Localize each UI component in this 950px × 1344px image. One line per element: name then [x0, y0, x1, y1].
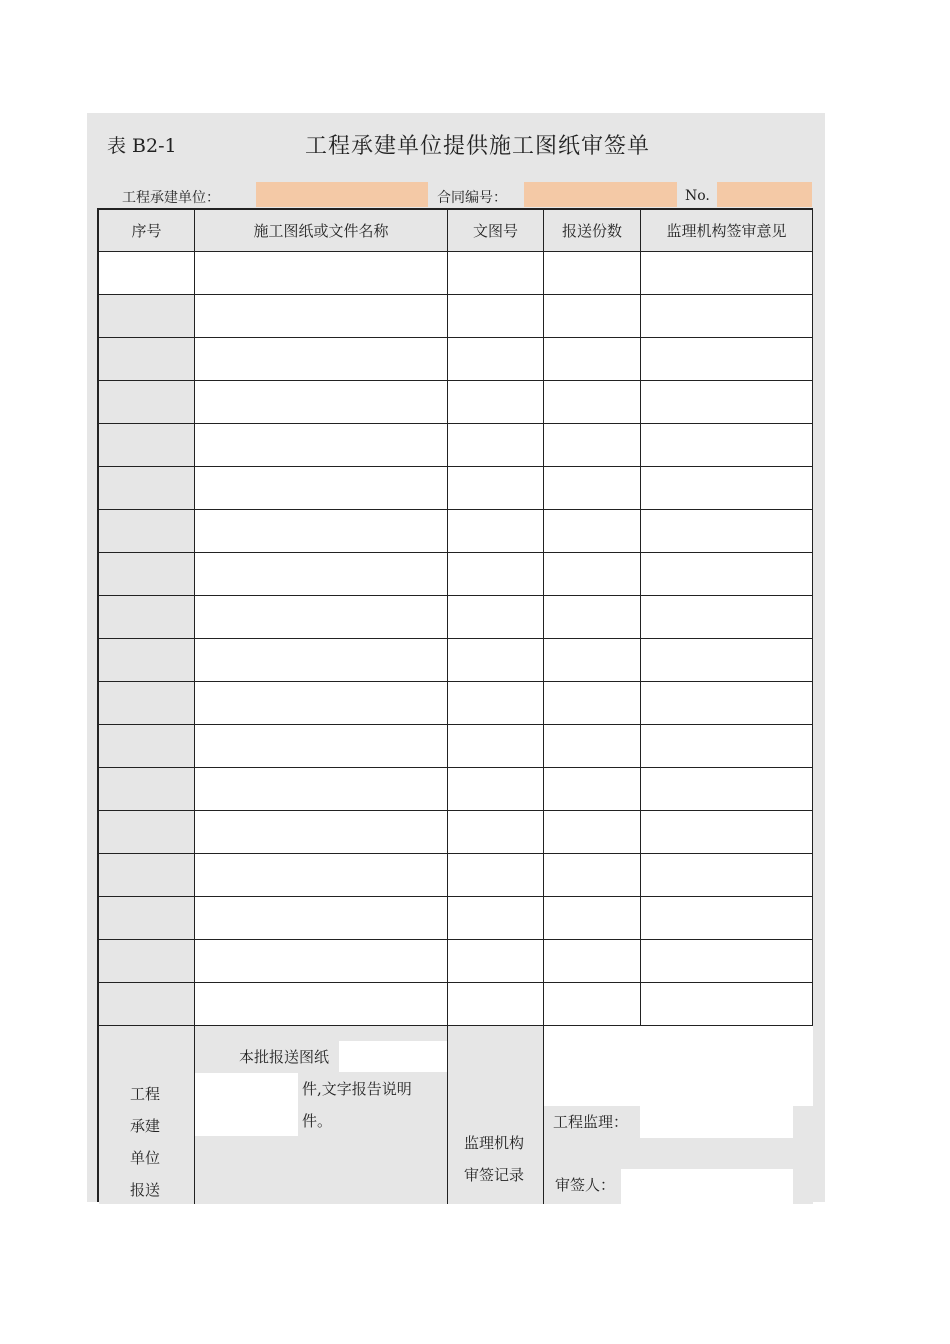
table-row-9-seq-cell[interactable]: [99, 596, 195, 639]
table-row-10-copies-cell[interactable]: [544, 639, 641, 682]
table-row-8-copies-cell[interactable]: [544, 553, 641, 596]
table-row-18-copies-cell[interactable]: [544, 983, 641, 1026]
table-row-14-drawing-no-cell[interactable]: [448, 811, 544, 854]
table-row-3-drawing-no-cell[interactable]: [448, 338, 544, 381]
table-row-10-opinion-cell[interactable]: [641, 639, 813, 682]
table-row-11-opinion-cell[interactable]: [641, 682, 813, 725]
table-row-17-drawing-no-cell[interactable]: [448, 940, 544, 983]
table-row-9-opinion-cell[interactable]: [641, 596, 813, 639]
no-label: No.: [685, 188, 710, 204]
table-row-7-drawing-no-cell[interactable]: [448, 510, 544, 553]
table-row-3-opinion-cell[interactable]: [641, 338, 813, 381]
drawing-count-field[interactable]: [339, 1041, 447, 1072]
table-row-11-name-cell[interactable]: [195, 682, 448, 725]
review-label-cell: [448, 1026, 544, 1204]
table-row-15-name-cell[interactable]: [195, 854, 448, 897]
table-row-17-opinion-cell[interactable]: [641, 940, 813, 983]
table-row-17-seq-cell[interactable]: [99, 940, 195, 983]
col-header-name: 施工图纸或文件名称: [195, 210, 448, 252]
table-row-15-opinion-cell[interactable]: [641, 854, 813, 897]
table-row-15-copies-cell[interactable]: [544, 854, 641, 897]
table-row-2-opinion-cell[interactable]: [641, 295, 813, 338]
table-row-12-drawing-no-cell[interactable]: [448, 725, 544, 768]
table-row-9-drawing-no-cell[interactable]: [448, 596, 544, 639]
table-row-12-seq-cell[interactable]: [99, 725, 195, 768]
signer-label: 审签人：: [555, 1176, 616, 1194]
col-header-opinion: 监理机构签审意见: [641, 210, 813, 252]
table-row-6-opinion-cell[interactable]: [641, 467, 813, 510]
contract-no-field[interactable]: [524, 182, 677, 207]
table-row-10-seq-cell[interactable]: [99, 639, 195, 682]
col-header-copies: 报送份数: [544, 210, 641, 252]
table-row-15-drawing-no-cell[interactable]: [448, 854, 544, 897]
submitter-label-2: 承建: [130, 1117, 161, 1135]
table-row-16-name-cell[interactable]: [195, 897, 448, 940]
submit-content-cell: [195, 1026, 448, 1204]
table-row-7-name-cell[interactable]: [195, 510, 448, 553]
contractor-label: 工程承建单位：: [122, 190, 220, 206]
review-label-2: 审签记录: [464, 1166, 525, 1184]
table-row-18-drawing-no-cell[interactable]: [448, 983, 544, 1026]
table-row-5-opinion-cell[interactable]: [641, 424, 813, 467]
submitter-label-3: 单位: [130, 1149, 161, 1167]
table-row-11-drawing-no-cell[interactable]: [448, 682, 544, 725]
table-row-13-seq-cell[interactable]: [99, 768, 195, 811]
submit-text-1: 本批报送图纸: [239, 1048, 330, 1066]
table-row-3-name-cell[interactable]: [195, 338, 448, 381]
table-row-1-drawing-no-cell[interactable]: [448, 252, 544, 295]
table-row-5-drawing-no-cell[interactable]: [448, 424, 544, 467]
table-row-1-copies-cell[interactable]: [544, 252, 641, 295]
col-header-seq: 序号: [99, 210, 195, 252]
table-row-2-seq-cell[interactable]: [99, 295, 195, 338]
table-row-3-seq-cell[interactable]: [99, 338, 195, 381]
table-row-12-copies-cell[interactable]: [544, 725, 641, 768]
table-row-15-seq-cell[interactable]: [99, 854, 195, 897]
table-row-12-name-cell[interactable]: [195, 725, 448, 768]
col-header-drawing-no: 文图号: [448, 210, 544, 252]
submitter-label-1: 工程: [130, 1085, 161, 1103]
table-row-11-seq-cell[interactable]: [99, 682, 195, 725]
table-row-11-copies-cell[interactable]: [544, 682, 641, 725]
table-row-17-copies-cell[interactable]: [544, 940, 641, 983]
submit-text-2: 件,文字报告说明: [302, 1080, 412, 1098]
review-label-1: 监理机构: [464, 1134, 525, 1152]
table-row-14-name-cell[interactable]: [195, 811, 448, 854]
table-row-9-name-cell[interactable]: [195, 596, 448, 639]
table-row-10-name-cell[interactable]: [195, 639, 448, 682]
table-row-18-seq-cell[interactable]: [99, 983, 195, 1026]
table-row-10-drawing-no-cell[interactable]: [448, 639, 544, 682]
contractor-field[interactable]: [256, 182, 428, 207]
contract-no-label: 合同编号：: [437, 190, 507, 206]
table-row-17-name-cell[interactable]: [195, 940, 448, 983]
table-row-6-copies-cell[interactable]: [544, 467, 641, 510]
table-row-1-name-cell[interactable]: [195, 252, 448, 295]
table-row-6-name-cell[interactable]: [195, 467, 448, 510]
table-row-12-opinion-cell[interactable]: [641, 725, 813, 768]
drawing-table: [97, 208, 813, 1202]
submitter-label-4: 报送: [130, 1181, 161, 1199]
table-row-13-copies-cell[interactable]: [544, 768, 641, 811]
table-row-18-opinion-cell[interactable]: [641, 983, 813, 1026]
table-row-14-copies-cell[interactable]: [544, 811, 641, 854]
table-row-13-drawing-no-cell[interactable]: [448, 768, 544, 811]
table-row-7-seq-cell[interactable]: [99, 510, 195, 553]
signer-field[interactable]: [621, 1169, 793, 1204]
table-row-16-copies-cell[interactable]: [544, 897, 641, 940]
table-row-4-opinion-cell[interactable]: [641, 381, 813, 424]
table-row-9-copies-cell[interactable]: [544, 596, 641, 639]
table-row-4-drawing-no-cell[interactable]: [448, 381, 544, 424]
table-row-13-name-cell[interactable]: [195, 768, 448, 811]
table-row-1-seq-cell[interactable]: [99, 252, 195, 295]
table-row-3-copies-cell[interactable]: [544, 338, 641, 381]
table-row-16-drawing-no-cell[interactable]: [448, 897, 544, 940]
supervisor-label: 工程监理：: [553, 1113, 629, 1131]
table-row-16-opinion-cell[interactable]: [641, 897, 813, 940]
table-row-18-name-cell[interactable]: [195, 983, 448, 1026]
no-field[interactable]: [717, 182, 812, 207]
table-row-8-seq-cell[interactable]: [99, 553, 195, 596]
table-row-5-name-cell[interactable]: [195, 424, 448, 467]
table-row-8-name-cell[interactable]: [195, 553, 448, 596]
table-row-14-seq-cell[interactable]: [99, 811, 195, 854]
table-row-4-seq-cell[interactable]: [99, 381, 195, 424]
table-row-5-copies-cell[interactable]: [544, 424, 641, 467]
report-count-field[interactable]: [195, 1073, 298, 1136]
table-row-1-opinion-cell[interactable]: [641, 252, 813, 295]
table-row-14-opinion-cell[interactable]: [641, 811, 813, 854]
table-row-8-drawing-no-cell[interactable]: [448, 553, 544, 596]
form-sheet: [87, 113, 825, 1202]
table-row-13-opinion-cell[interactable]: [641, 768, 813, 811]
supervisor-field[interactable]: [640, 1106, 793, 1138]
form-title: 工程承建单位提供施工图纸审签单: [305, 134, 651, 159]
table-row-7-opinion-cell[interactable]: [641, 510, 813, 553]
table-row-2-copies-cell[interactable]: [544, 295, 641, 338]
table-row-7-copies-cell[interactable]: [544, 510, 641, 553]
submit-text-3: 件。: [302, 1112, 333, 1130]
submitter-label-cell: [99, 1026, 195, 1204]
review-record-cell: [544, 1026, 813, 1204]
table-row-8-opinion-cell[interactable]: [641, 553, 813, 596]
table-row-6-drawing-no-cell[interactable]: [448, 467, 544, 510]
table-row-4-copies-cell[interactable]: [544, 381, 641, 424]
table-row-5-seq-cell[interactable]: [99, 424, 195, 467]
table-row-4-name-cell[interactable]: [195, 381, 448, 424]
table-row-16-seq-cell[interactable]: [99, 897, 195, 940]
table-row-2-name-cell[interactable]: [195, 295, 448, 338]
table-row-6-seq-cell[interactable]: [99, 467, 195, 510]
table-row-2-drawing-no-cell[interactable]: [448, 295, 544, 338]
form-code: 表 B2-1: [107, 135, 177, 157]
